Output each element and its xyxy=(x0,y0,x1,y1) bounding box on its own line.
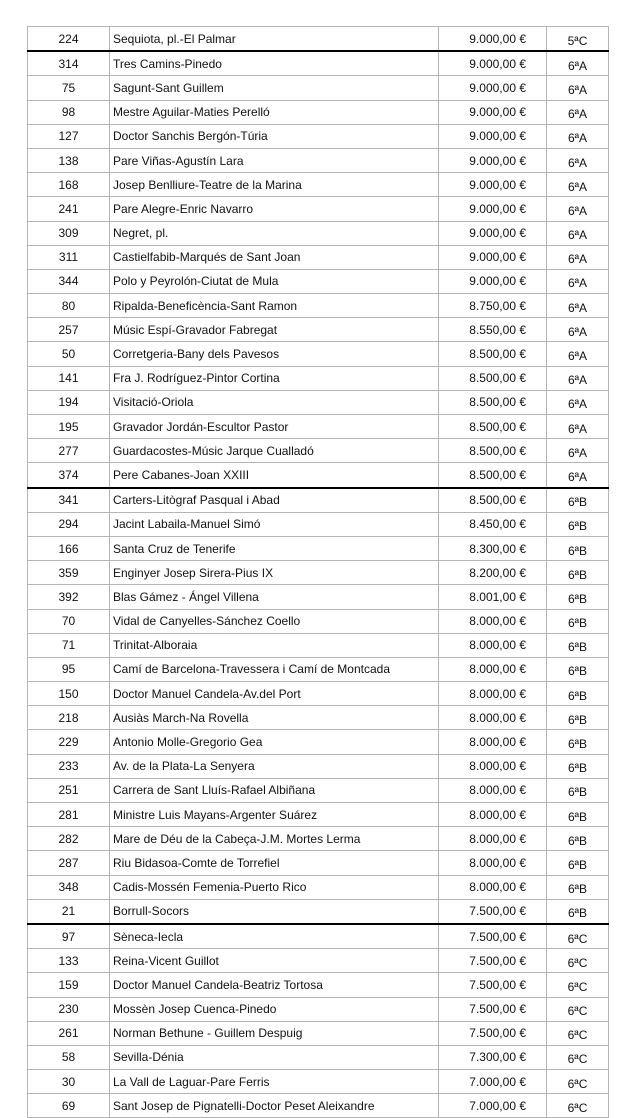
category-cell: 6ªB xyxy=(547,754,609,778)
row-number-cell: 75 xyxy=(28,76,110,100)
amount-cell: 7.500,00 € xyxy=(439,973,547,997)
street-name-cell: Gravador Jordán-Escultor Pastor xyxy=(110,415,439,439)
amount-cell: 7.500,00 € xyxy=(439,997,547,1021)
row-number-cell: 80 xyxy=(28,294,110,318)
street-name-cell: Reina-Vicent Guillot xyxy=(110,949,439,973)
amount-cell: 8.300,00 € xyxy=(439,536,547,560)
amount-cell: 9.000,00 € xyxy=(439,51,547,76)
street-name-cell: Ripalda-Beneficència-Sant Ramon xyxy=(110,294,439,318)
row-number-cell: 58 xyxy=(28,1045,110,1069)
amount-cell: 9.000,00 € xyxy=(439,27,547,52)
category-cell: 6ªA xyxy=(547,415,609,439)
table-row xyxy=(28,488,609,513)
amount-cell: 8.450,00 € xyxy=(439,512,547,536)
row-number-cell: 218 xyxy=(28,706,110,730)
row-number-cell: 309 xyxy=(28,221,110,245)
category-cell: 6ªB xyxy=(547,706,609,730)
category-cell: 6ªC xyxy=(547,1045,609,1069)
amount-cell: 8.000,00 € xyxy=(439,803,547,827)
category-cell: 6ªA xyxy=(547,148,609,172)
row-number-cell: 277 xyxy=(28,439,110,463)
street-name-cell: Josep Benlliure-Teatre de la Marina xyxy=(110,173,439,197)
amount-cell: 9.000,00 € xyxy=(439,76,547,100)
street-name-cell: Enginyer Josep Sirera-Pius IX xyxy=(110,561,439,585)
table-row xyxy=(28,463,609,488)
category-cell: 6ªA xyxy=(547,390,609,414)
table-row xyxy=(28,851,609,875)
amount-cell: 8.000,00 € xyxy=(439,754,547,778)
amount-cell: 8.000,00 € xyxy=(439,851,547,875)
amount-cell: 7.500,00 € xyxy=(439,899,547,924)
street-name-cell: Carrera de Sant Lluís-Rafael Albiñana xyxy=(110,778,439,802)
amount-cell: 8.500,00 € xyxy=(439,488,547,513)
table-row xyxy=(28,76,609,100)
category-cell: 6ªA xyxy=(547,318,609,342)
street-name-cell: Negret, pl. xyxy=(110,221,439,245)
row-number-cell: 287 xyxy=(28,851,110,875)
category-cell: 6ªB xyxy=(547,899,609,924)
category-cell: 6ªA xyxy=(547,76,609,100)
row-number-cell: 95 xyxy=(28,657,110,681)
row-number-cell: 71 xyxy=(28,633,110,657)
table-row xyxy=(28,415,609,439)
category-cell: 6ªC xyxy=(547,973,609,997)
table-row xyxy=(28,778,609,802)
row-number-cell: 233 xyxy=(28,754,110,778)
category-cell: 5ªC xyxy=(547,27,609,52)
table-row xyxy=(28,997,609,1021)
street-name-cell: Visitació-Oriola xyxy=(110,390,439,414)
category-cell: 6ªB xyxy=(547,536,609,560)
row-number-cell: 194 xyxy=(28,390,110,414)
street-name-cell: Cadis-Mossén Femenia-Puerto Rico xyxy=(110,875,439,899)
category-cell: 6ªB xyxy=(547,682,609,706)
category-cell: 6ªA xyxy=(547,245,609,269)
table-row xyxy=(28,512,609,536)
street-name-cell: Santa Cruz de Tenerife xyxy=(110,536,439,560)
row-number-cell: 229 xyxy=(28,730,110,754)
amount-cell: 9.000,00 € xyxy=(439,221,547,245)
category-cell: 6ªB xyxy=(547,803,609,827)
table-row xyxy=(28,366,609,390)
street-name-cell: Camí de Barcelona-Travessera i Camí de Montcada xyxy=(110,657,439,681)
street-name-cell: Doctor Sanchis Bergón-Túria xyxy=(110,124,439,148)
amount-cell: 8.500,00 € xyxy=(439,463,547,488)
category-cell: 6ªB xyxy=(547,609,609,633)
amount-cell: 8.000,00 € xyxy=(439,875,547,899)
category-cell: 6ªA xyxy=(547,51,609,76)
amount-cell: 9.000,00 € xyxy=(439,269,547,293)
amount-cell: 8.500,00 € xyxy=(439,415,547,439)
row-number-cell: 311 xyxy=(28,245,110,269)
amount-cell: 9.000,00 € xyxy=(439,245,547,269)
table-row xyxy=(28,949,609,973)
amount-cell: 9.000,00 € xyxy=(439,124,547,148)
table-row xyxy=(28,609,609,633)
table-row xyxy=(28,657,609,681)
row-number-cell: 348 xyxy=(28,875,110,899)
category-cell: 6ªA xyxy=(547,197,609,221)
street-name-cell: Corretgeria-Bany dels Pavesos xyxy=(110,342,439,366)
document-page xyxy=(27,26,608,1118)
street-name-cell: Carters-Litògraf Pasqual i Abad xyxy=(110,488,439,513)
category-cell: 6ªC xyxy=(547,924,609,949)
amount-cell: 9.000,00 € xyxy=(439,100,547,124)
street-name-cell: Ministre Luis Mayans-Argenter Suárez xyxy=(110,803,439,827)
table-row xyxy=(28,682,609,706)
table-row xyxy=(28,706,609,730)
table-row xyxy=(28,633,609,657)
category-cell: 6ªC xyxy=(547,1021,609,1045)
table-row xyxy=(28,730,609,754)
row-number-cell: 374 xyxy=(28,463,110,488)
street-name-cell: Pare Viñas-Agustín Lara xyxy=(110,148,439,172)
row-number-cell: 341 xyxy=(28,488,110,513)
category-cell: 6ªB xyxy=(547,875,609,899)
row-number-cell: 133 xyxy=(28,949,110,973)
amount-cell: 8.000,00 € xyxy=(439,682,547,706)
amount-cell: 7.500,00 € xyxy=(439,1021,547,1045)
table-row xyxy=(28,973,609,997)
street-name-cell: Antonio Molle-Gregorio Gea xyxy=(110,730,439,754)
table-row xyxy=(28,561,609,585)
amount-cell: 7.000,00 € xyxy=(439,1094,547,1118)
row-number-cell: 257 xyxy=(28,318,110,342)
table-row xyxy=(28,221,609,245)
row-number-cell: 195 xyxy=(28,415,110,439)
street-name-cell: Sagunt-Sant Guillem xyxy=(110,76,439,100)
street-name-cell: Guardacostes-Músic Jarque Cualladó xyxy=(110,439,439,463)
category-cell: 6ªA xyxy=(547,173,609,197)
amount-cell: 7.500,00 € xyxy=(439,924,547,949)
row-number-cell: 359 xyxy=(28,561,110,585)
row-number-cell: 166 xyxy=(28,536,110,560)
street-name-cell: Sèneca-Iecla xyxy=(110,924,439,949)
table-row xyxy=(28,1094,609,1118)
amount-cell: 8.001,00 € xyxy=(439,585,547,609)
amount-cell: 8.500,00 € xyxy=(439,390,547,414)
table-row xyxy=(28,1021,609,1045)
row-number-cell: 251 xyxy=(28,778,110,802)
street-name-cell: Castielfabib-Marqués de Sant Joan xyxy=(110,245,439,269)
amount-cell: 7.500,00 € xyxy=(439,949,547,973)
amount-cell: 8.500,00 € xyxy=(439,342,547,366)
row-number-cell: 159 xyxy=(28,973,110,997)
table-row xyxy=(28,318,609,342)
amount-cell: 8.000,00 € xyxy=(439,657,547,681)
table-row xyxy=(28,875,609,899)
street-name-cell: Borrull-Socors xyxy=(110,899,439,924)
category-cell: 6ªA xyxy=(547,269,609,293)
category-cell: 6ªB xyxy=(547,778,609,802)
category-cell: 6ªB xyxy=(547,561,609,585)
category-cell: 6ªB xyxy=(547,730,609,754)
street-name-cell: Trinitat-Alboraia xyxy=(110,633,439,657)
street-name-cell: Riu Bidasoa-Comte de Torrefiel xyxy=(110,851,439,875)
row-number-cell: 70 xyxy=(28,609,110,633)
street-name-cell: Mare de Déu de la Cabeça-J.M. Mortes Lerma xyxy=(110,827,439,851)
street-name-cell: Polo y Peyrolón-Ciutat de Mula xyxy=(110,269,439,293)
street-name-cell: Mestre Aguilar-Maties Perelló xyxy=(110,100,439,124)
row-number-cell: 21 xyxy=(28,899,110,924)
amount-cell: 9.000,00 € xyxy=(439,197,547,221)
row-number-cell: 241 xyxy=(28,197,110,221)
category-cell: 6ªB xyxy=(547,488,609,513)
amount-cell: 9.000,00 € xyxy=(439,173,547,197)
table-row xyxy=(28,803,609,827)
street-name-cell: Vidal de Canyelles-Sánchez Coello xyxy=(110,609,439,633)
category-cell: 6ªC xyxy=(547,1094,609,1118)
amount-cell: 8.000,00 € xyxy=(439,633,547,657)
amount-cell: 8.200,00 € xyxy=(439,561,547,585)
street-name-cell: Músic Espí-Gravador Fabregat xyxy=(110,318,439,342)
street-name-cell: Pere Cabanes-Joan XXIII xyxy=(110,463,439,488)
row-number-cell: 314 xyxy=(28,51,110,76)
row-number-cell: 224 xyxy=(28,27,110,52)
category-cell: 6ªA xyxy=(547,124,609,148)
category-cell: 6ªA xyxy=(547,294,609,318)
street-name-cell: Doctor Manuel Candela-Av.del Port xyxy=(110,682,439,706)
category-cell: 6ªB xyxy=(547,512,609,536)
street-name-cell: Mossèn Josep Cuenca-Pinedo xyxy=(110,997,439,1021)
category-cell: 6ªA xyxy=(547,342,609,366)
category-cell: 6ªB xyxy=(547,585,609,609)
category-cell: 6ªB xyxy=(547,633,609,657)
category-cell: 6ªA xyxy=(547,100,609,124)
table-row xyxy=(28,51,609,76)
street-name-cell: Sant Josep de Pignatelli-Doctor Peset Aleixandre xyxy=(110,1094,439,1118)
table-row xyxy=(28,827,609,851)
row-number-cell: 141 xyxy=(28,366,110,390)
amount-cell: 8.000,00 € xyxy=(439,730,547,754)
row-number-cell: 50 xyxy=(28,342,110,366)
category-cell: 6ªB xyxy=(547,657,609,681)
street-name-cell: Tres Camins-Pinedo xyxy=(110,51,439,76)
street-name-cell: Sevilla-Dénia xyxy=(110,1045,439,1069)
category-cell: 6ªA xyxy=(547,221,609,245)
amount-cell: 7.300,00 € xyxy=(439,1045,547,1069)
row-number-cell: 97 xyxy=(28,924,110,949)
row-number-cell: 138 xyxy=(28,148,110,172)
street-name-cell: Doctor Manuel Candela-Beatriz Tortosa xyxy=(110,973,439,997)
street-table-body xyxy=(28,27,609,1118)
street-name-cell: Sequiota, pl.-El Palmar xyxy=(110,27,439,52)
amount-cell: 8.000,00 € xyxy=(439,706,547,730)
category-cell: 6ªC xyxy=(547,997,609,1021)
table-row xyxy=(28,294,609,318)
table-row xyxy=(28,124,609,148)
category-cell: 6ªA xyxy=(547,439,609,463)
street-name-cell: Ausiàs March-Na Rovella xyxy=(110,706,439,730)
street-name-cell: Av. de la Plata-La Senyera xyxy=(110,754,439,778)
amount-cell: 8.550,00 € xyxy=(439,318,547,342)
amount-cell: 8.000,00 € xyxy=(439,778,547,802)
street-name-cell: Norman Bethune - Guillem Despuig xyxy=(110,1021,439,1045)
table-row xyxy=(28,342,609,366)
table-row xyxy=(28,439,609,463)
table-row xyxy=(28,899,609,924)
row-number-cell: 98 xyxy=(28,100,110,124)
row-number-cell: 282 xyxy=(28,827,110,851)
table-row xyxy=(28,754,609,778)
table-row xyxy=(28,27,609,52)
table-row xyxy=(28,924,609,949)
table-row xyxy=(28,173,609,197)
table-row xyxy=(28,269,609,293)
row-number-cell: 127 xyxy=(28,124,110,148)
street-name-cell: La Vall de Laguar-Pare Ferris xyxy=(110,1070,439,1094)
row-number-cell: 230 xyxy=(28,997,110,1021)
amount-cell: 8.500,00 € xyxy=(439,366,547,390)
row-number-cell: 69 xyxy=(28,1094,110,1118)
category-cell: 6ªC xyxy=(547,949,609,973)
table-row xyxy=(28,197,609,221)
row-number-cell: 150 xyxy=(28,682,110,706)
table-row xyxy=(28,536,609,560)
row-number-cell: 281 xyxy=(28,803,110,827)
category-cell: 6ªC xyxy=(547,1070,609,1094)
row-number-cell: 392 xyxy=(28,585,110,609)
row-number-cell: 344 xyxy=(28,269,110,293)
row-number-cell: 168 xyxy=(28,173,110,197)
row-number-cell: 30 xyxy=(28,1070,110,1094)
category-cell: 6ªB xyxy=(547,851,609,875)
category-cell: 6ªB xyxy=(547,827,609,851)
category-cell: 6ªA xyxy=(547,366,609,390)
table-row xyxy=(28,1070,609,1094)
amount-cell: 8.000,00 € xyxy=(439,827,547,851)
table-row xyxy=(28,148,609,172)
street-name-cell: Pare Alegre-Enric Navarro xyxy=(110,197,439,221)
amount-cell: 7.000,00 € xyxy=(439,1070,547,1094)
table-row xyxy=(28,1045,609,1069)
street-name-cell: Fra J. Rodríguez-Pintor Cortina xyxy=(110,366,439,390)
amount-cell: 9.000,00 € xyxy=(439,148,547,172)
table-row xyxy=(28,245,609,269)
amount-cell: 8.750,00 € xyxy=(439,294,547,318)
amount-cell: 8.500,00 € xyxy=(439,439,547,463)
table-row xyxy=(28,390,609,414)
street-table xyxy=(27,26,609,1118)
street-name-cell: Jacint Labaila-Manuel Simó xyxy=(110,512,439,536)
category-cell: 6ªA xyxy=(547,463,609,488)
row-number-cell: 294 xyxy=(28,512,110,536)
amount-cell: 8.000,00 € xyxy=(439,609,547,633)
table-row xyxy=(28,100,609,124)
row-number-cell: 261 xyxy=(28,1021,110,1045)
table-row xyxy=(28,585,609,609)
street-name-cell: Blas Gámez - Ángel Villena xyxy=(110,585,439,609)
